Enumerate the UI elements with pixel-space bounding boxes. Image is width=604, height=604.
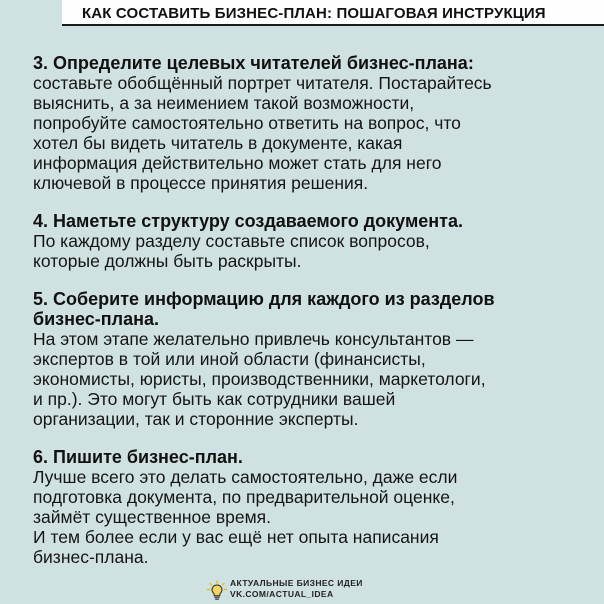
step-3-section (33, 53, 593, 193)
step-3-body: составьте обобщённый портрет читателя. Постарайтесь выяснить, а за неимением такой возможности, попробуйте самостоятельно ответить на вопрос, что хотел бы видеть читатель в документе, какая информация действительно может стать для него ключевой в процессе принятия решения. (33, 73, 492, 193)
step-5-title: 5. Соберите информацию для каждого из разделов бизнес-плана. (33, 289, 495, 329)
step-6-title: 6. Пишите бизнес-план. (33, 447, 243, 467)
step-6-section (33, 447, 593, 567)
step-3-title: 3. Определите целевых читателей бизнес-плана: (33, 53, 474, 73)
page-title: КАК СОСТАВИТЬ БИЗНЕС-ПЛАН: ПОШАГОВАЯ ИНСТРУКЦИЯ (82, 5, 546, 22)
footer-brand (206, 578, 406, 602)
footer-brand-name: АКТУАЛЬНЫЕ БИЗНЕС ИДЕИ (230, 578, 363, 588)
instruction-content (33, 53, 593, 585)
step-6-body: Лучше всего это делать самостоятельно, даже если подготовка документа, по предварительной оценке, займёт существенное время. И тем более если у вас ещё нет опыта написания бизнес-плана. (33, 467, 458, 567)
step-4-title: 4. Наметьте структуру создаваемого документа. (33, 211, 463, 231)
step-4-section (33, 211, 593, 271)
footer-link[interactable]: VK.COM/ACTUAL_IDEA (230, 589, 334, 599)
step-4-body: По каждому разделу составьте список вопросов, которые должны быть раскрыты. (33, 231, 430, 271)
lightbulb-icon (206, 580, 228, 602)
step-5-body: На этом этапе желательно привлечь консультантов — экспертов в той или иной области (финансисты, экономисты, юристы, производственники, маркетологи, и пр.). Это могут быть как сотрудники вашей организации, так и сторонние эксперты. (33, 329, 486, 429)
header-bar (62, 0, 604, 26)
step-5-section (33, 289, 593, 429)
